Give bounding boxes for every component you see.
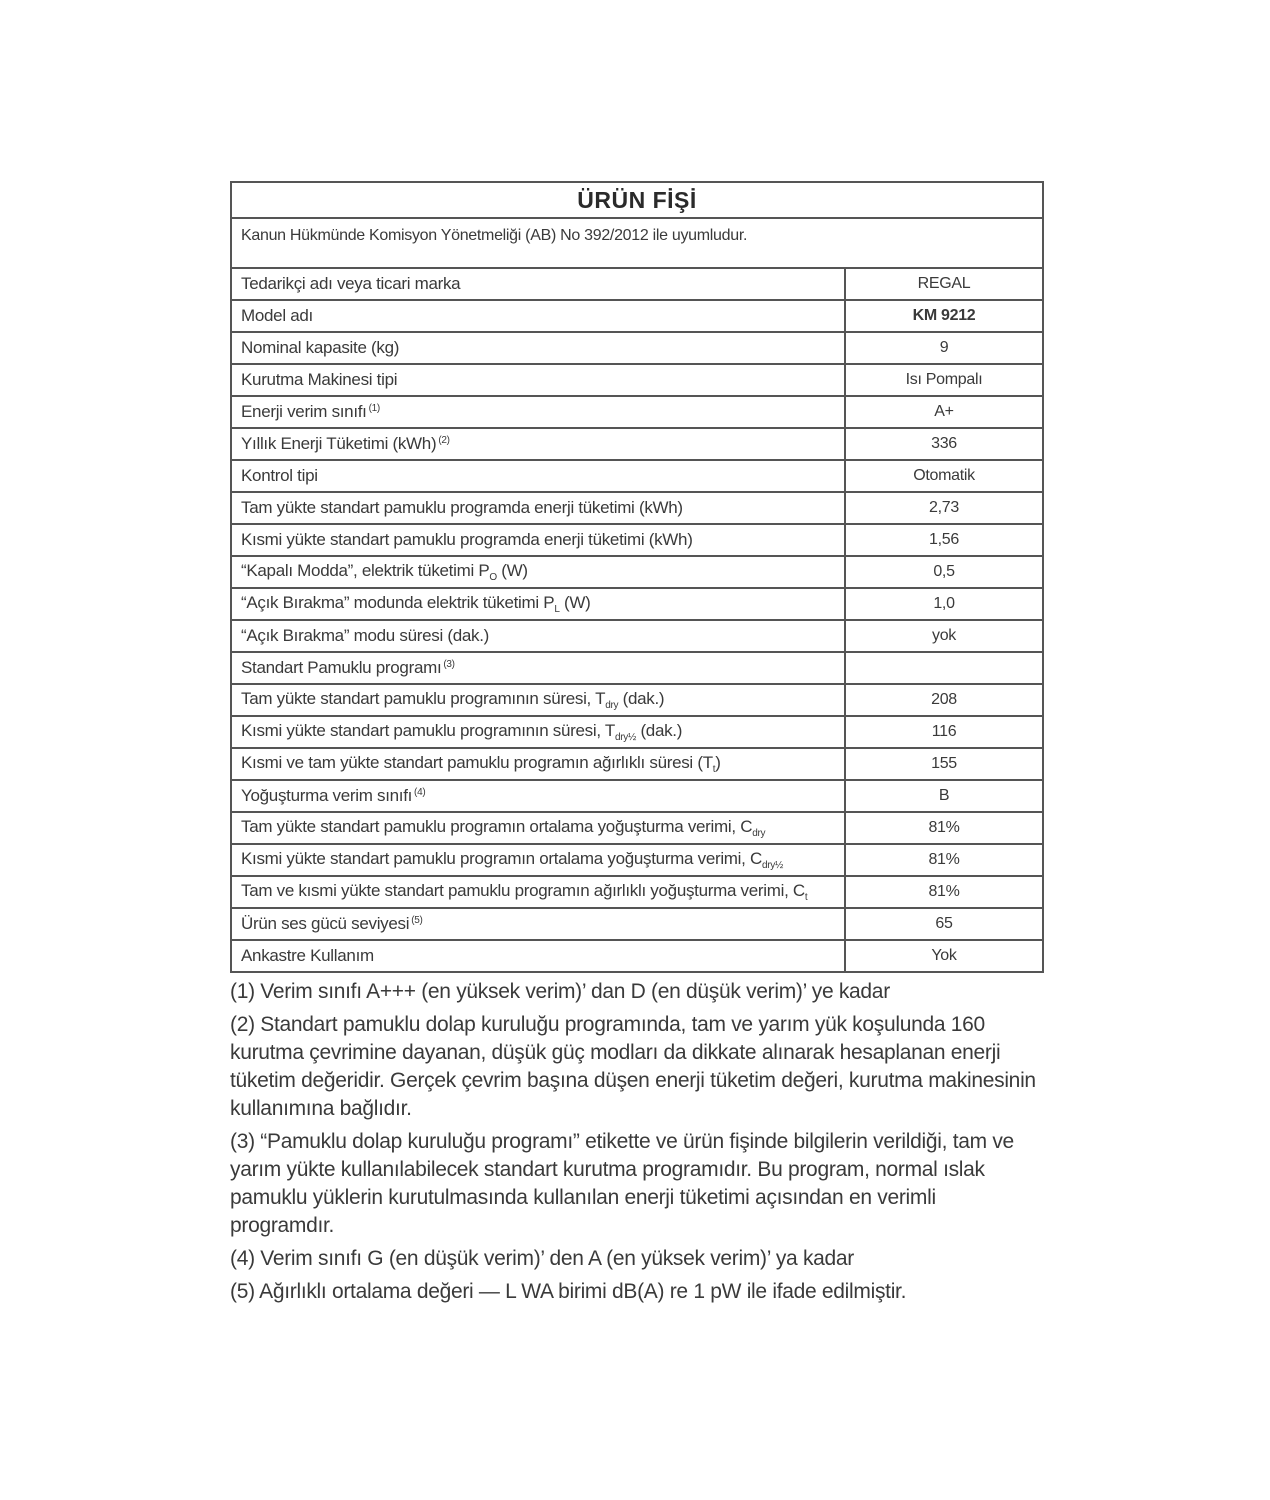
row-label-text: “Kapalı Modda”, elektrik tüketimi P xyxy=(241,561,490,580)
footnote-item: (3) “Pamuklu dolap kuruluğu programı” etikette ve ürün fişinde bilgilerin verildiği, tam ve yarım yükte kullanılabilecek standart kurutma programıdır. Bu program, normal ıslak pamuklu yüklerin kurutulmasında kullanılan enerji tüketimi açısından en verimli programdır. xyxy=(230,1130,1014,1237)
table-row xyxy=(231,940,1043,972)
product-fiche xyxy=(230,181,1042,1311)
row-label-text: Tam ve kısmi yükte standart pamuklu programın ağırlıklı yoğuşturma verimi, C xyxy=(241,881,805,900)
row-label-subscript: dry xyxy=(752,828,766,839)
row-label-text: Kontrol tipi xyxy=(241,466,318,485)
row-label-text: Tam yükte standart pamuklu programının süresi, T xyxy=(241,689,606,708)
row-value: 116 xyxy=(845,716,1043,748)
row-label xyxy=(231,268,845,300)
row-value: 336 xyxy=(845,428,1043,460)
row-label-unit: (dak.) xyxy=(618,689,665,708)
table-row xyxy=(231,556,1043,588)
table-row xyxy=(231,300,1043,332)
table-row xyxy=(231,524,1043,556)
subtitle-row xyxy=(231,218,1043,268)
row-label-unit: (dak.) xyxy=(636,721,683,740)
table-row xyxy=(231,364,1043,396)
row-label-text: Yoğuşturma verim sınıfı xyxy=(241,786,413,805)
row-label xyxy=(231,844,845,876)
row-label-text: Nominal kapasite (kg) xyxy=(241,338,400,357)
footnote-item: (2) Standart pamuklu dolap kuruluğu programında, tam ve yarım yük koşulunda 160 kurutma çevrimine dayanan, düşük güç modları da dikkate alınarak hesaplanan enerji tüketim değeridir. Gerçek çevrim başına düşen enerji tüketim değeri, kurutma makinesinin kullanımına bağlıdır. xyxy=(230,1013,1036,1120)
row-label xyxy=(231,364,845,396)
footnotes xyxy=(230,978,1042,1306)
row-label-subscript: dry xyxy=(605,700,619,711)
table-row xyxy=(231,812,1043,844)
table-row xyxy=(231,460,1043,492)
row-value: 9 xyxy=(845,332,1043,364)
table-row xyxy=(231,332,1043,364)
row-label xyxy=(231,460,845,492)
row-footnote-ref: (2) xyxy=(438,435,450,446)
row-label-text: Tam yükte standart pamuklu programın ortalama yoğuşturma verimi, C xyxy=(241,817,753,836)
row-label xyxy=(231,524,845,556)
row-value: 155 xyxy=(845,748,1043,780)
row-value: yok xyxy=(845,620,1043,652)
row-label-subscript: dry½ xyxy=(614,732,637,743)
row-value: 1,0 xyxy=(845,588,1043,620)
row-label-text: Tam yükte standart pamuklu programda enerji tüketimi (kWh) xyxy=(241,498,683,517)
table-row xyxy=(231,844,1043,876)
row-label-text: “Açık Bırakma” modunda elektrik tüketimi P xyxy=(241,593,555,612)
row-label xyxy=(231,332,845,364)
table-row xyxy=(231,620,1043,652)
row-label xyxy=(231,940,845,972)
row-label-unit: ) xyxy=(715,753,721,772)
row-label xyxy=(231,812,845,844)
row-value: 208 xyxy=(845,684,1043,716)
row-value: Yok xyxy=(845,940,1043,972)
row-label xyxy=(231,492,845,524)
row-label xyxy=(231,780,845,812)
row-value: 81% xyxy=(845,876,1043,908)
row-label-text: Kısmi yükte standart pamuklu programın ortalama yoğuşturma verimi, C xyxy=(241,849,762,868)
row-label xyxy=(231,748,845,780)
row-label-text: Ürün ses gücü seviyesi xyxy=(241,914,410,933)
row-value: B xyxy=(845,780,1043,812)
row-label xyxy=(231,684,845,716)
row-label-subscript: t xyxy=(804,892,808,903)
row-value xyxy=(845,652,1043,684)
row-label-subscript: dry½ xyxy=(761,860,784,871)
row-label-text: Kısmi yükte standart pamuklu programda enerji tüketimi (kWh) xyxy=(241,530,693,549)
row-label-unit: (W) xyxy=(496,561,528,580)
row-label-subscript: t xyxy=(712,764,716,775)
footnote-item: (1) Verim sınıfı A+++ (en yüksek verim)’ dan D (en düşük verim)’ ye kadar xyxy=(230,980,890,1003)
fiche-title: ÜRÜN FİŞİ xyxy=(231,182,1043,218)
table-row xyxy=(231,684,1043,716)
row-value: A+ xyxy=(845,396,1043,428)
table-row xyxy=(231,652,1043,684)
row-label-subscript: O xyxy=(489,572,497,583)
row-label-text: Kısmi ve tam yükte standart pamuklu programın ağırlıklı süresi (T xyxy=(241,753,713,772)
row-label-unit: (W) xyxy=(559,593,591,612)
table-row xyxy=(231,876,1043,908)
row-value: KM 9212 xyxy=(845,300,1043,332)
row-value: 0,5 xyxy=(845,556,1043,588)
row-label-text: Enerji verim sınıfı xyxy=(241,402,367,421)
row-value: 1,56 xyxy=(845,524,1043,556)
row-value: REGAL xyxy=(845,268,1043,300)
table-row xyxy=(231,908,1043,940)
row-value: 65 xyxy=(845,908,1043,940)
row-value: 81% xyxy=(845,844,1043,876)
row-label xyxy=(231,620,845,652)
table-row xyxy=(231,428,1043,460)
row-label-text: Tedarikçi adı veya ticari marka xyxy=(241,274,461,293)
row-label xyxy=(231,652,845,684)
table-row xyxy=(231,492,1043,524)
row-label-text: “Açık Bırakma” modu süresi (dak.) xyxy=(241,626,489,645)
row-value: Isı Pompalı xyxy=(845,364,1043,396)
row-value: 81% xyxy=(845,812,1043,844)
row-label-text: Kısmi yükte standart pamuklu programının süresi, T xyxy=(241,721,615,740)
row-label-subscript: L xyxy=(554,604,560,615)
row-label-text: Ankastre Kullanım xyxy=(241,946,374,965)
footnote-item: (5) Ağırlıklı ortalama değeri — L WA birimi dB(A) re 1 pW ile ifade edilmiştir. xyxy=(230,1280,907,1303)
product-fiche-table xyxy=(230,181,1044,973)
row-label xyxy=(231,908,845,940)
row-label xyxy=(231,556,845,588)
row-label-text: Kurutma Makinesi tipi xyxy=(241,370,398,389)
row-label xyxy=(231,588,845,620)
row-label-text: Model adı xyxy=(241,306,313,325)
table-row xyxy=(231,268,1043,300)
row-footnote-ref: (3) xyxy=(443,659,455,670)
row-footnote-ref: (4) xyxy=(414,787,426,798)
row-label-text: Standart Pamuklu programı xyxy=(241,658,442,677)
row-label xyxy=(231,300,845,332)
row-label xyxy=(231,428,845,460)
row-label xyxy=(231,396,845,428)
row-label-text: Yıllık Enerji Tüketimi (kWh) xyxy=(241,434,437,453)
row-label xyxy=(231,876,845,908)
row-footnote-ref: (1) xyxy=(368,403,380,414)
row-value: Otomatik xyxy=(845,460,1043,492)
footnote-item: (4) Verim sınıfı G (en düşük verim)’ den A (en yüksek verim)’ ya kadar xyxy=(230,1247,855,1270)
row-footnote-ref: (5) xyxy=(411,915,423,926)
regulation-note: Kanun Hükmünde Komisyon Yönetmeliği (AB) No 392/2012 ile uyumludur. xyxy=(231,218,1043,268)
table-row xyxy=(231,780,1043,812)
row-value: 2,73 xyxy=(845,492,1043,524)
table-row xyxy=(231,716,1043,748)
table-row xyxy=(231,748,1043,780)
table-row xyxy=(231,588,1043,620)
title-row xyxy=(231,182,1043,218)
row-label xyxy=(231,716,845,748)
table-row xyxy=(231,396,1043,428)
